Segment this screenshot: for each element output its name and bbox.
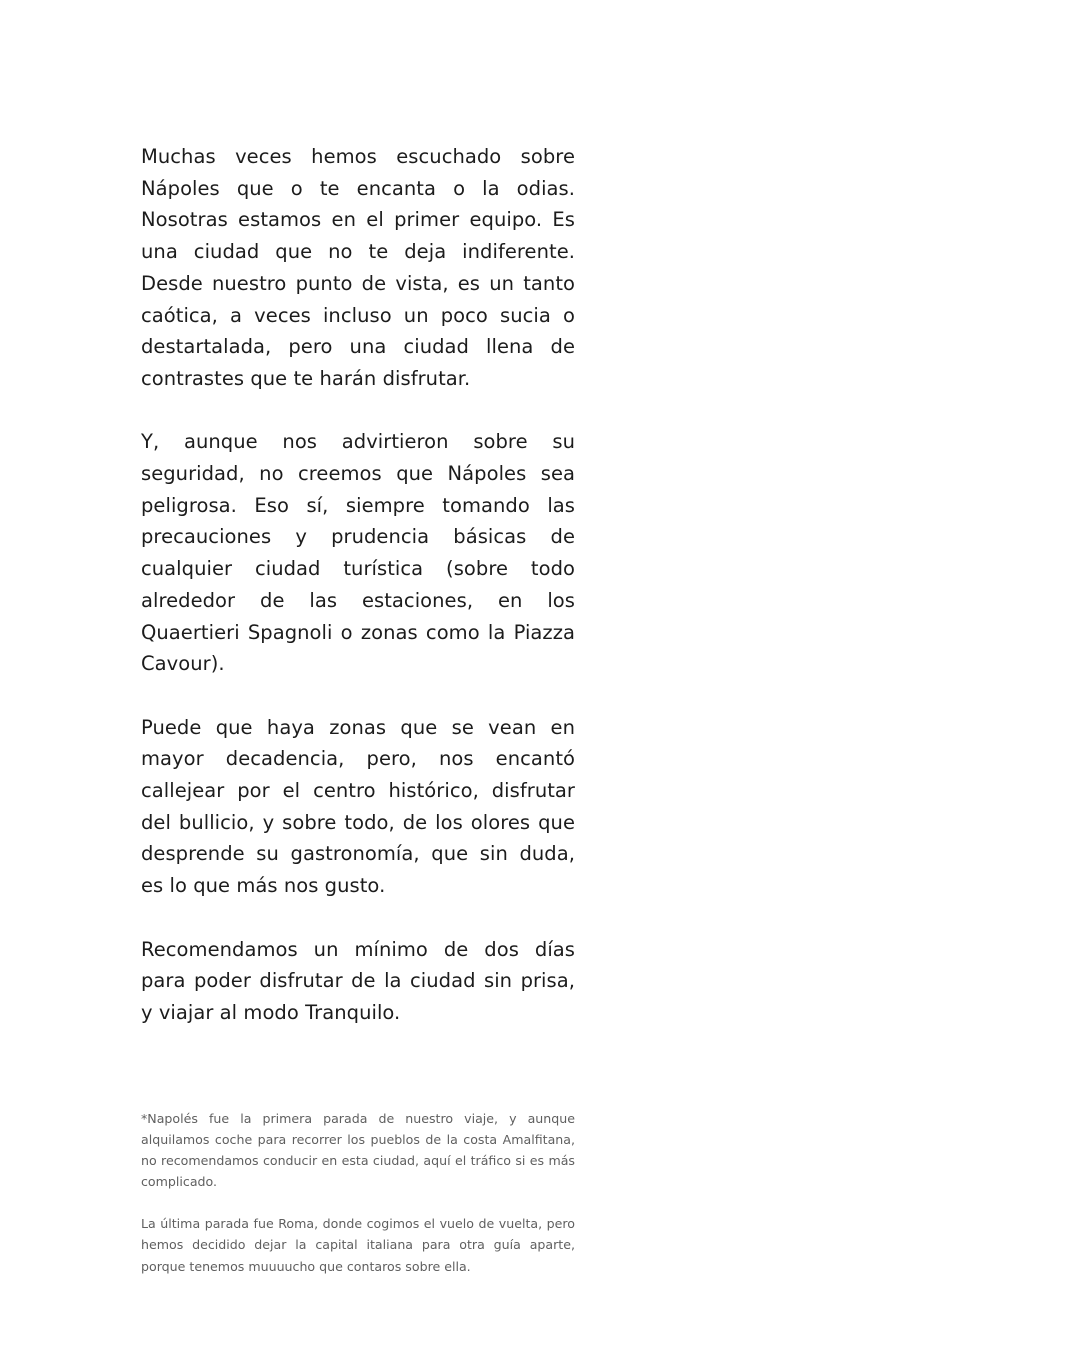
paragraph-historic-center: Puede que haya zonas que se vean en mayor decadencia, pero, nos encantó callejear por el centro histórico, disfrutar del bullicio, y sobre todo, de los olores que desprende su gastronomía, que sin duda, es lo que más nos gusto. bbox=[141, 715, 575, 898]
footnote-rome: La última parada fue Roma, donde cogimos el vuelo de vuelta, pero hemos decidido dejar la capital italiana para otra guía aparte, porque tenemos muuuucho que contaros sobre ella. bbox=[141, 1216, 575, 1274]
footnotes bbox=[141, 1108, 575, 1277]
article-body bbox=[141, 141, 575, 1029]
paragraph-intro: Muchas veces hemos escuchado sobre Nápoles que o te encanta o la odias. Nosotras estamos en el primer equipo. Es una ciudad que no te deja indiferente. Desde nuestro punto de vista, es un tanto caótica, a veces incluso un poco sucia o destartalada, pero una ciudad llena de contrastes que te harán disfrutar. bbox=[141, 145, 575, 390]
paragraph-safety: Y, aunque nos advirtieron sobre su seguridad, no creemos que Nápoles sea peligrosa. Eso sí, siempre tomando las precauciones y prudencia básicas de cualquier ciudad turística (sobre todo alrededor de las estaciones, en los Quaertieri Spagnoli o zonas como la Piazza Cavour). bbox=[141, 430, 575, 676]
footnote-driving: *Napolés fue la primera parada de nuestro viaje, y aunque alquilamos coche para recorrer los pueblos de la costa Amalfitana, no recomendamos conducir en esta ciudad, aquí el tráfico si es más complicado. bbox=[141, 1111, 575, 1190]
paragraph-recommendation: Recomendamos un mínimo de dos días para poder disfrutar de la ciudad sin prisa, y viajar al modo Tranquilo. bbox=[141, 937, 575, 1024]
